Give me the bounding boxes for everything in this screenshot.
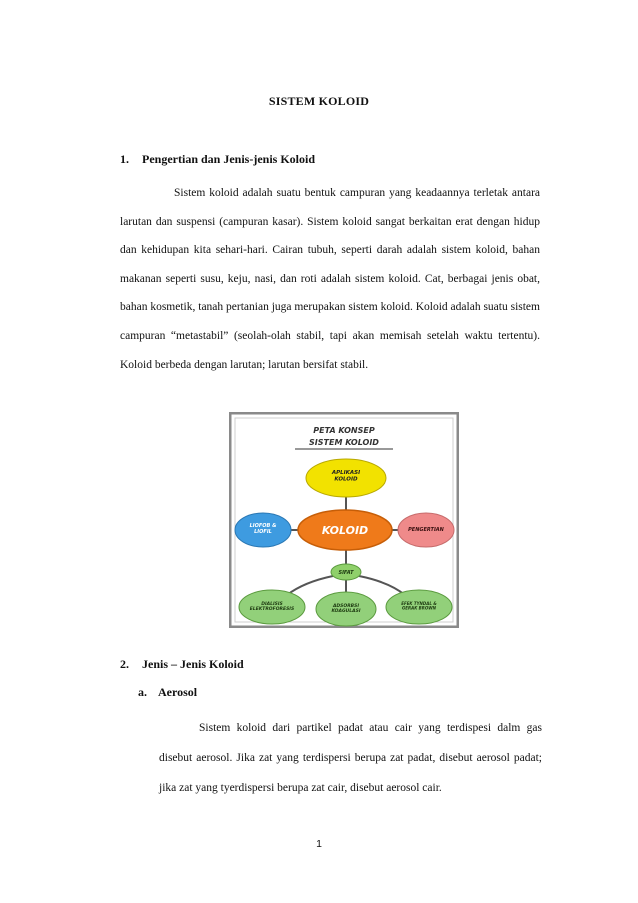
section-1-title: Pengertian dan Jenis-jenis Koloid	[142, 152, 316, 166]
node-adsorbsi-label: ADSORBSI KOAGULASI	[331, 604, 361, 615]
node-sifat-label: SIFAT	[338, 570, 354, 576]
page-title: SISTEM KOLOID	[268, 94, 370, 108]
subsection-a-heading	[138, 685, 197, 700]
node-dialisis-label: DIALISIS ELEKTROFORESIS	[249, 602, 295, 613]
diagram-header-line2: SISTEM KOLOID	[309, 438, 379, 447]
node-koloid-label: KOLOID	[321, 524, 369, 537]
subsection-a-paragraph: Sistem koloid dari partikel padat atau cair yang terdispesi dalm gas disebut aerosol. Jika zat yang terdispersi berupa zat padat, disebut aerosol padat; jika zat yang tyerdispersi berupa zat cair, disebut aerosol cair.	[159, 722, 542, 794]
subsection-a-label: a.	[138, 685, 147, 699]
subsection-a-title: Aerosol	[158, 685, 198, 699]
section-1-paragraph: Sistem koloid adalah suatu bentuk campuran yang keadaannya terletak antara larutan dan suspensi (campuran kasar). Sistem koloid sangat berkaitan erat dengan hidup dan kehidupan kita sehari-hari. Cairan tubuh, seperti darah adalah sistem koloid, bahan makanan seperti susu, keju, nasi, dan roti adalah sistem koloid. Cat, berbagai jenis obat, bahan kosmetik, tanah pertanian juga merupakan sistem koloid. Koloid adalah suatu sistem campuran “metastabil” (seolah-olah stabil, tapi akan memisah setelah waktu tertentu). Koloid berbeda dengan larutan; larutan bersifat stabil.	[120, 187, 540, 371]
node-aplikasi-label: APLIKASI KOLOID	[331, 470, 361, 483]
concept-map-figure	[229, 412, 459, 628]
section-1-heading	[120, 152, 315, 167]
section-2-heading	[120, 657, 244, 672]
page-number: 1	[316, 838, 322, 850]
node-pengertian-label: PENGERTIAN	[408, 527, 444, 533]
diagram-header-line1: PETA KONSEP	[313, 426, 375, 435]
concept-map-diagram	[229, 412, 459, 628]
section-2-number: 2.	[120, 657, 129, 671]
section-1-number: 1.	[120, 152, 129, 166]
node-efek-label: EFEK TYNDAL & GERAK BROWN	[401, 601, 437, 611]
section-2-title: Jenis – Jenis Koloid	[142, 657, 244, 671]
node-liofob-label: LIOFOB & LIOFIL	[249, 523, 277, 535]
